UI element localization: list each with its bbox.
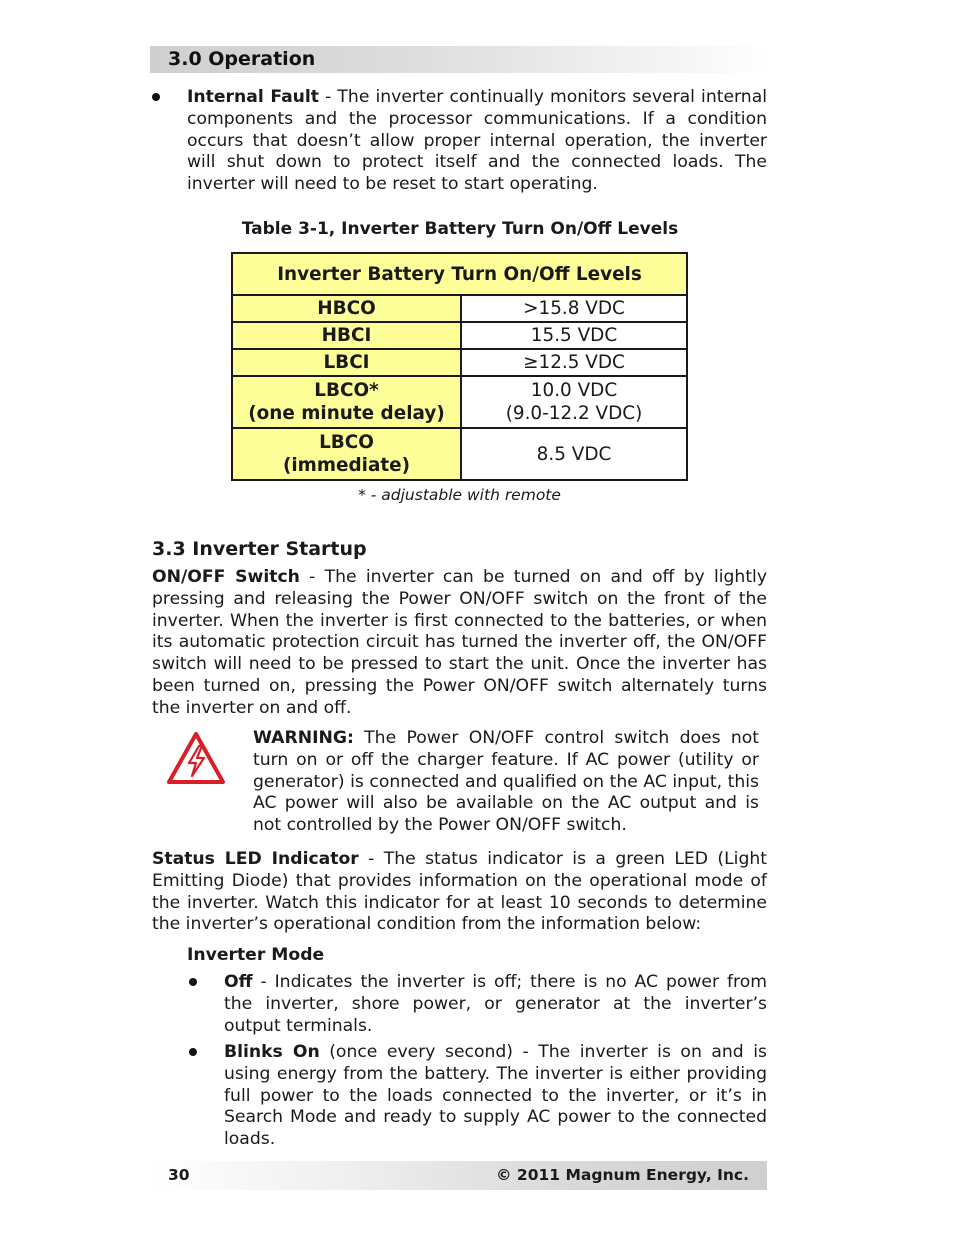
table-footnote: * - adjustable with remote xyxy=(358,486,561,504)
table-key-cell xyxy=(232,376,461,428)
section-title: 3.3 Inverter Startup xyxy=(152,538,367,560)
footer-copyright: © 2011 Magnum Energy, Inc. xyxy=(496,1166,749,1184)
section-header-title: 3.0 Operation xyxy=(168,48,316,70)
table-value-detail: (9.0-12.2 VDC) xyxy=(505,403,643,424)
warning-paragraph xyxy=(253,728,759,837)
internal-fault-text: - The inverter continually monitors several internal components and the processor communications. If a condition occurs that doesn’t allow proper internal operation, the inverter will shut down to protect itself and the connected loads. The inverter will need to be reset to start operating. xyxy=(187,87,767,195)
page-number: 30 xyxy=(168,1166,190,1184)
off-mode-label: Off xyxy=(224,972,253,992)
table-value-cell xyxy=(461,322,687,349)
table-row xyxy=(232,428,687,480)
warning-icon xyxy=(166,731,226,785)
onoff-label: ON/OFF Switch xyxy=(152,567,300,587)
off-mode-paragraph xyxy=(224,972,767,1037)
table-key: HBCI xyxy=(321,325,372,346)
table-value: ≥12.5 VDC xyxy=(523,352,625,373)
table-key-cell xyxy=(232,295,461,322)
table-row xyxy=(232,349,687,376)
internal-fault-label: Internal Fault xyxy=(187,87,320,107)
table-key: LBCO xyxy=(319,432,374,453)
off-mode-text: - Indicates the inverter is off; there is no AC power from the inverter, shore power, or generator at the inverter’s output terminals. xyxy=(224,972,767,1036)
onoff-paragraph xyxy=(152,567,767,720)
table-value-cell xyxy=(461,295,687,322)
inverter-mode-title: Inverter Mode xyxy=(187,945,325,965)
onoff-text: - The inverter can be turned on and off by lightly pressing and releasing the Power ON/OFF switch on the front of the inverter. When the inverter is first connected to the batteries, or when its automatic protection circuit has turned the inverter off, the ON/OFF switch will need to be pressed to start the unit. Once the inverter has been turned on, pressing the Power ON/OFF switch alternately turns the inverter on and off. xyxy=(152,567,767,718)
table-key-detail: (immediate) xyxy=(282,455,411,476)
table-key: LBCO* xyxy=(314,380,379,401)
table-value: 15.5 VDC xyxy=(530,325,618,346)
bullet-dot xyxy=(189,978,197,986)
table-header: Inverter Battery Turn On/Off Levels xyxy=(232,253,687,295)
table-key-cell xyxy=(232,428,461,480)
table-value: 10.0 VDC xyxy=(530,380,618,401)
table-key-detail: (one minute delay) xyxy=(248,403,445,424)
blinks-on-text: (once every second) - The inverter is on and is using energy from the battery. The inverter is either providing full power to the loads connected to the inverter, or it’s in Search Mode and ready to supply AC power to the connected loads. xyxy=(224,1042,767,1150)
table-row xyxy=(232,295,687,322)
table-key-cell xyxy=(232,322,461,349)
battery-levels-table xyxy=(231,252,688,481)
table-value-cell xyxy=(461,376,687,428)
table-row xyxy=(232,376,687,428)
table-value-cell xyxy=(461,428,687,480)
status-led-paragraph xyxy=(152,849,767,936)
table-key: HBCO xyxy=(317,298,376,319)
blinks-on-paragraph xyxy=(224,1042,767,1151)
table-row xyxy=(232,322,687,349)
table-value: >15.8 VDC xyxy=(523,298,625,319)
status-led-label: Status LED Indicator xyxy=(152,849,359,869)
table-value-cell xyxy=(461,349,687,376)
table-value: 8.5 VDC xyxy=(536,443,612,465)
table-caption: Table 3-1, Inverter Battery Turn On/Off Levels xyxy=(241,219,679,239)
internal-fault-paragraph xyxy=(187,87,767,196)
table-key: LBCI xyxy=(323,352,370,373)
warning-text: The Power ON/OFF control switch does not turn on or off the charger feature. If AC power (utility or generator) is connected and qualified on the AC input, this AC power will also be available on the AC output and is not controlled by the Power ON/OFF switch. xyxy=(253,728,759,836)
blinks-on-label: Blinks On xyxy=(224,1042,320,1062)
bullet-dot xyxy=(189,1048,197,1056)
status-led-text: - The status indicator is a green LED (Light Emitting Diode) that provides information on the operational mode of the inverter. Watch this indicator for at least 10 seconds to determine the inverter’s operational condition from the information below: xyxy=(152,849,768,935)
table-key-cell xyxy=(232,349,461,376)
electrical-hazard-icon xyxy=(166,731,226,785)
bullet-dot xyxy=(152,93,160,101)
warning-label: WARNING: xyxy=(253,728,354,748)
